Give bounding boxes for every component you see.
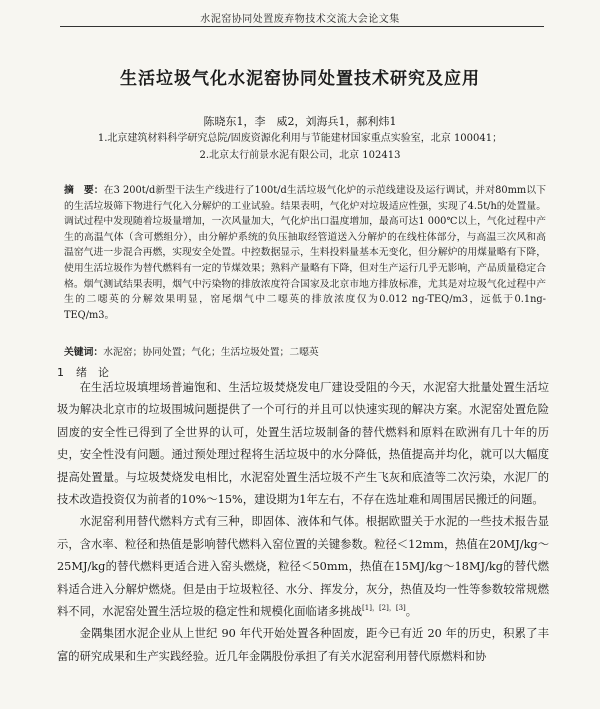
paragraph-1: 在生活垃圾填埋场普遍饱和、生活垃圾焚烧发电厂建设受阻的今天，水泥窑大批量处置生活垃圾为解决北京市的垃圾围城问题提供了一个可行的并且可以快速实现的解决方案。水泥窑处置危险固废的安全性已得到了全世界的认可，处置生活垃圾制备的替代燃料和原料在欧洲有几十年的历史，安全性没有问题。通过预处理过程将生活垃圾中的水分降低，热值提高并均化，就可以大幅度提高处置量。与垃圾焚烧发电相比，水泥窑处置生活垃圾不产生飞灰和底渣等二次污染，水泥厂的技术改造投资仅为前者的10%～15%，建设期为1年左右，不存在选址难和周围居民搬迁的问题。	[57, 381, 549, 507]
paragraph-2-text: 水泥窑利用替代燃料方式有三种，即固体、液体和气体。根据欧盟关于水泥的一些技术报告显示，含水率、粒径和热值是影响替代燃料入窑位置的关键参数。粒径＜12mm，热值在20MJ/kg～25MJ/kg的替代燃料更适合进入窑头燃烧，粒径＜50mm，热值在15MJ/kg～18MJ/kg的替代燃料适合进入分解炉燃烧。但是由于垃圾粒径、水分、挥发分，灰分，热值及均一性等参数较常规燃料不同，水泥窑处置生活垃圾的稳定性和规模化面临诸多挑战	[57, 515, 549, 619]
paragraph-3: 金隅集团水泥企业从上世纪 90 年代开始处置各种固废，距今已有近 20 年的历史，积累了丰富的研究成果和生产实践经验。近几年金隅股份承担了有关水泥窑利用替代原燃料和协	[57, 627, 549, 663]
header-rule	[60, 26, 544, 27]
abstract	[64, 183, 546, 323]
paper-title: 生活垃圾气化水泥窑协同处置技术研究及应用	[120, 69, 480, 89]
section-title: 绪 论	[76, 366, 109, 379]
body-text	[57, 377, 549, 668]
citation-refs: [1]，[2]，[3]	[362, 604, 406, 613]
paragraph-2	[57, 511, 549, 623]
keywords-label: 关键词：	[64, 347, 104, 358]
affiliation-1: 1.北京建筑材料科学研究总院/固废资源化利用与节能建材国家重点实验室，北京 100041；	[97, 133, 503, 144]
keywords	[64, 345, 546, 360]
affiliation-2: 2.北京太行前景水泥有限公司，北京 102413	[199, 150, 401, 161]
section-number: 1	[57, 366, 64, 379]
keywords-text: 水泥窑；协同处置；气化；生活垃圾处置；二噁英	[103, 347, 319, 358]
paragraph-2-end: 。	[405, 605, 418, 619]
abstract-label: 摘 要：	[64, 185, 104, 196]
abstract-text: 在3 200t/d新型干法生产线进行了100t/d生活垃圾气化炉的示范线建设及运行调试，并对80mm以下的生活垃圾筛下物进行气化入分解炉的工业试验。结果表明，气化炉对垃圾适应性强，实现了4.5t/h的处置量。调试过程中发现随着垃圾量增加，一次风量加大，气化炉出口温度增加，最高可达1 000℃以上，气化过程中产生的高温气体（含可燃组分），由分解炉系统的负压抽取经管道送入分解炉的在线柱体部分，与高温三次风和高温窑气进一步混合再燃，实现安全处置。中控数据显示，生料投料量基本无变化，但分解炉的用煤量略有下降，使用生活垃圾作为替代燃料有一定的节煤效果；熟料产量略有下降，但对生产运行几乎无影响，产品质量稳定合格。烟气测试结果表明，烟气中污染物的排放浓度符合国家及北京市地方排放标准，尤其是对垃圾气化过程中产生的二噁英的分解效果明显，窑尾烟气中二噁英的排放浓度仅为0.012 ng-TEQ/m3，远低于0.1ng-TEQ/m3。	[64, 185, 547, 321]
running-head: 水泥窑协同处置废弃物技术交流大会论文集	[200, 14, 400, 25]
paper-authors: 陈晓东1，李 威2，刘海兵1，郝利炜1	[203, 115, 397, 128]
